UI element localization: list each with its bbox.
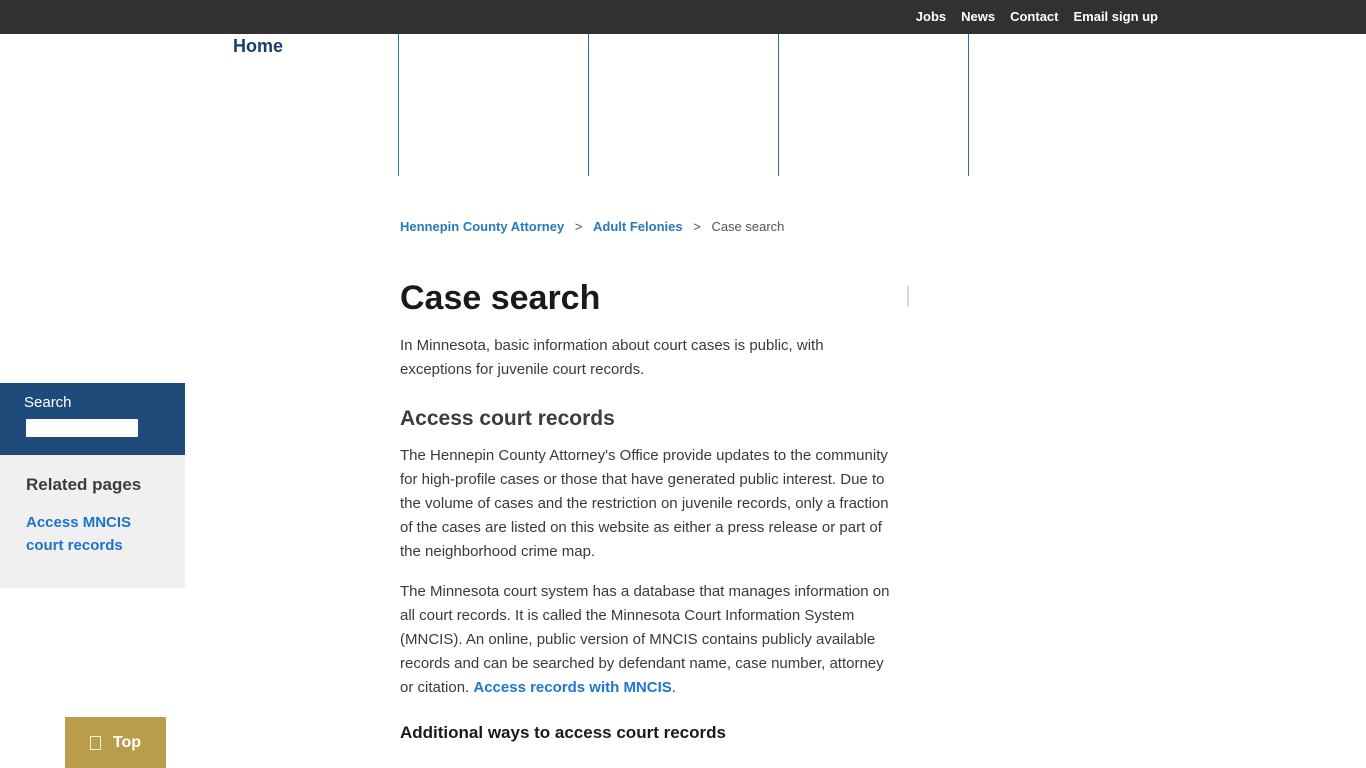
title-side-divider xyxy=(907,286,909,307)
section-heading-additional-ways: Additional ways to access court records xyxy=(400,723,726,742)
topbar-link-email-signup[interactable]: Email sign up xyxy=(1073,9,1158,24)
back-to-top-label: Top xyxy=(112,733,142,751)
breadcrumb xyxy=(400,219,784,235)
paragraph-office-updates: The Hennepin County Attorney's Office provide updates to the community for high-profile cases or those that have generated public interest. Due to the volume of cases and the restriction on juvenile records, only a fraction of the cases are listed on this website as either a press release or part of the neighborhood crime map. xyxy=(400,447,889,560)
breadcrumb-current-page: Case search xyxy=(711,219,785,234)
paragraph-mncis-text: The Minnesota court system has a database that manages information on all court records. It is called the Minnesota Court Information System (MNCIS). An online, public version of MNCIS contains publicly available records and can be searched by defendant name, case number, attorney or citation. xyxy=(400,583,890,696)
breadcrumb-separator: > xyxy=(693,219,701,234)
nav-divider xyxy=(968,34,969,176)
related-link-access-mncis-court-records[interactable]: Access MNCIS court records xyxy=(26,514,132,554)
sidebar-related-panel xyxy=(0,455,185,588)
page-title: Case search xyxy=(400,279,601,317)
nav-divider xyxy=(778,34,779,176)
topbar-links xyxy=(916,0,1158,34)
paragraph-mncis xyxy=(400,580,890,700)
paragraph-mncis-period: . xyxy=(671,679,676,696)
breadcrumb-separator: > xyxy=(574,219,583,234)
access-records-with-mncis-link[interactable]: Access records with MNCIS xyxy=(473,679,672,696)
nav-divider xyxy=(588,34,589,176)
section-heading-access-court-records: Access court records xyxy=(400,407,615,430)
search-label: Search xyxy=(24,394,72,411)
top-icon xyxy=(90,736,101,750)
nav-divider xyxy=(398,34,399,176)
topbar-link-contact[interactable]: Contact xyxy=(1010,9,1059,24)
back-to-top-button[interactable] xyxy=(65,717,166,768)
topbar xyxy=(0,0,1366,34)
sidebar-search-panel xyxy=(0,383,185,455)
main-content xyxy=(400,270,890,743)
breadcrumb-hennepin-county-attorney[interactable]: Hennepin County Attorney xyxy=(400,219,565,234)
related-pages-heading: Related pages xyxy=(26,475,142,494)
search-input[interactable] xyxy=(26,419,138,437)
topbar-link-jobs[interactable]: Jobs xyxy=(915,9,947,24)
breadcrumb-adult-felonies[interactable]: Adult Felonies xyxy=(593,219,683,234)
site-header xyxy=(0,34,1366,176)
nav-home-link[interactable]: Home xyxy=(233,36,284,56)
topbar-link-news[interactable]: News xyxy=(961,9,996,24)
intro-paragraph: In Minnesota, basic information about court cases is public, with exceptions for juvenile court records. xyxy=(400,337,824,378)
